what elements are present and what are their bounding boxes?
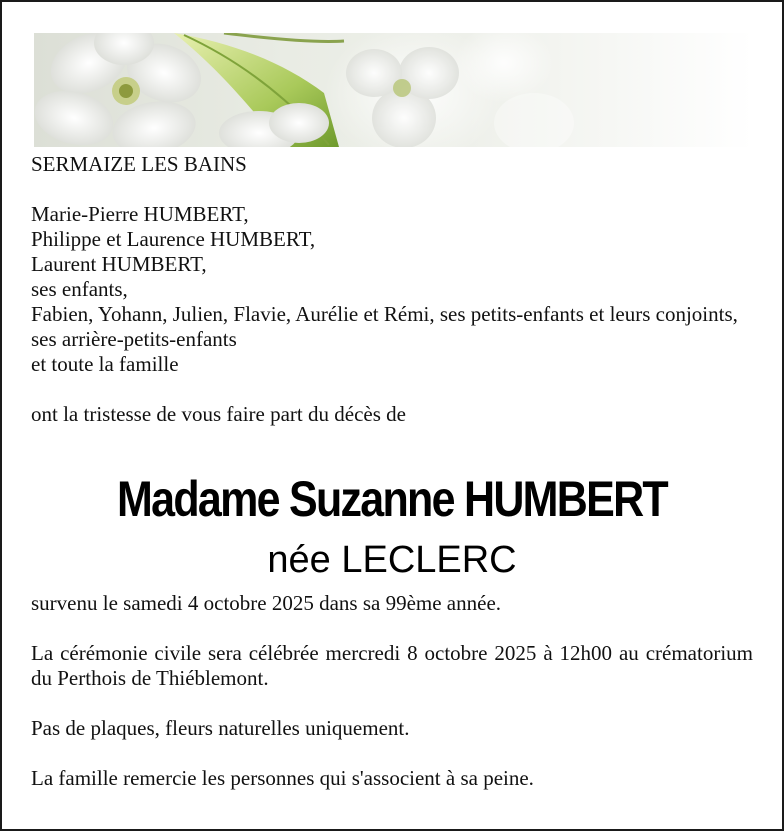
family-line: Marie-Pierre HUMBERT, [31, 202, 249, 226]
family-line: ses enfants, [31, 277, 128, 301]
maiden-name: née LECLERC [267, 539, 517, 581]
announcement-text: ont la tristesse de vous faire part du décès de [31, 402, 406, 426]
family-line: Fabien, Yohann, Julien, Flavie, Aurélie et Rémi, ses petits-enfants et leurs conjoints, [31, 302, 738, 326]
thanks-text: La famille remercie les personnes qui s'associent à sa peine. [31, 766, 534, 790]
white-blossom-image [34, 33, 753, 147]
family-line: ses arrière-petits-enfants [31, 327, 237, 351]
town-heading: SERMAIZE LES BAINS [31, 152, 247, 176]
family-line: Philippe et Laurence HUMBERT, [31, 227, 316, 251]
ceremony-info: La cérémonie civile sera célébrée mercredi 8 octobre 2025 à 12h00 au crématorium du Perthois de Thiéblemont. [31, 641, 753, 690]
family-line: et toute la famille [31, 352, 179, 376]
flower-banner [34, 33, 753, 147]
notice-details [31, 591, 753, 791]
deceased-name: Madame Suzanne HUMBERT [117, 471, 667, 527]
family-line: Laurent HUMBERT, [31, 252, 207, 276]
flowers-info: Pas de plaques, fleurs naturelles uniquement. [31, 716, 410, 740]
death-info: survenu le samedi 4 octobre 2025 dans sa 99ème année. [31, 591, 502, 615]
notice-body [31, 152, 753, 427]
